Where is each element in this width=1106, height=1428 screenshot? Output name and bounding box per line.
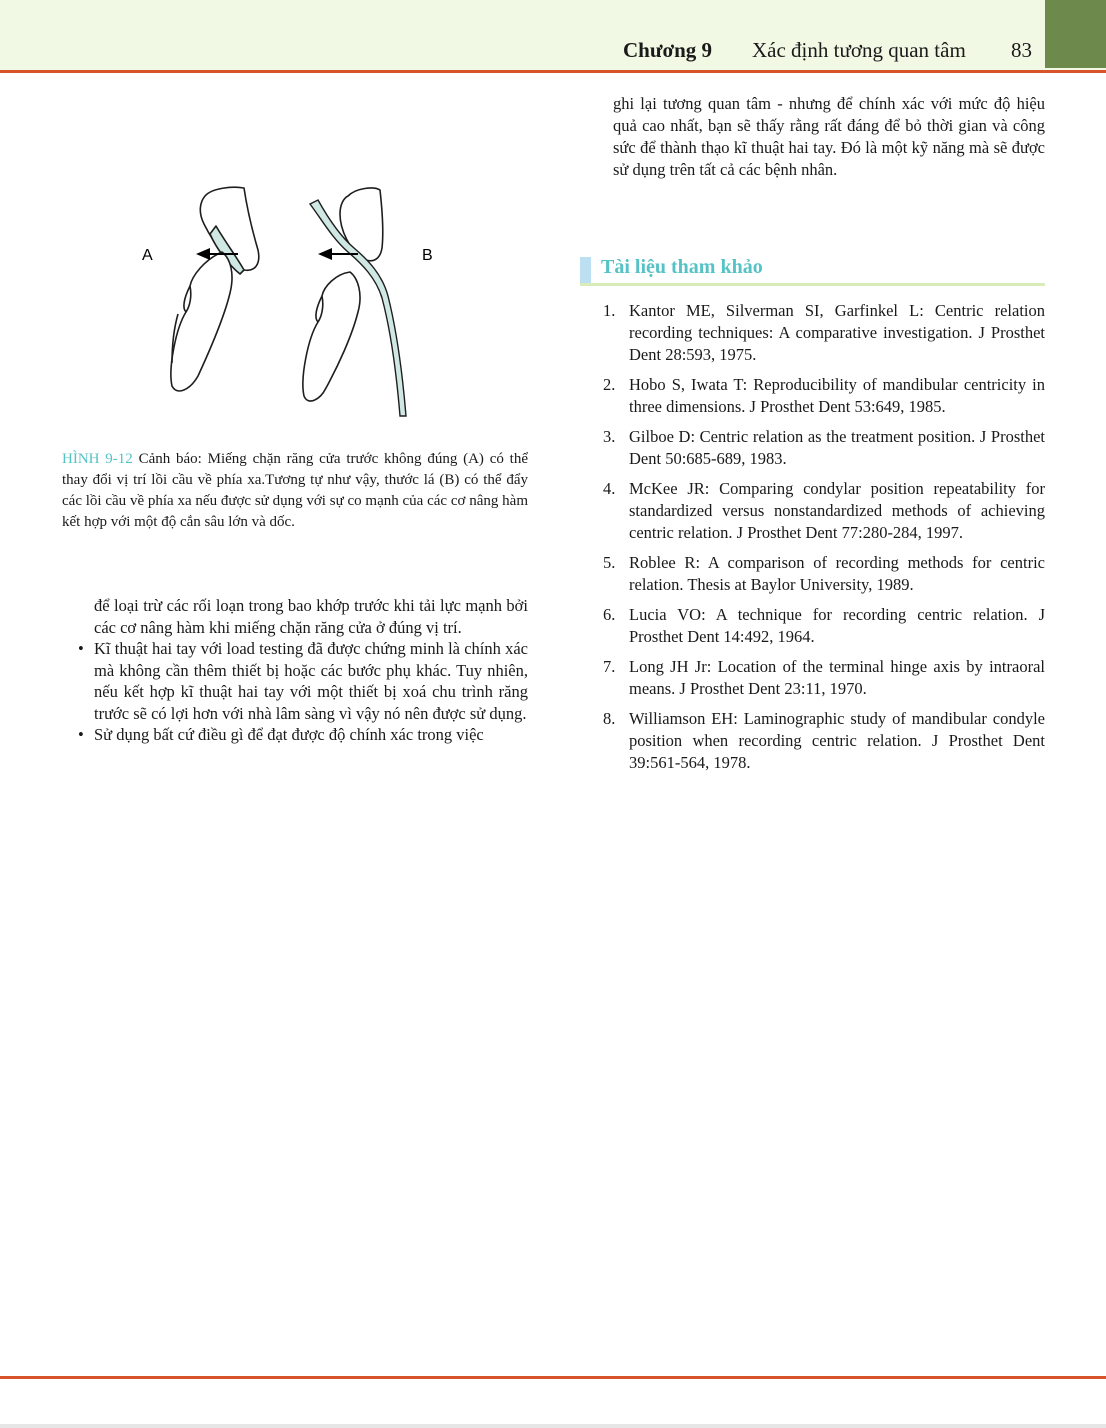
- heading-accent-bar: [580, 257, 591, 283]
- reference-number: 3.: [603, 427, 616, 446]
- reference-text: Gilboe D: Centric relation as the treatment position. J Prosthet Dent 50:685-689, 1983.: [629, 427, 1045, 468]
- list-item: [603, 300, 1045, 366]
- list-item: [603, 478, 1045, 544]
- page-number: 83: [1011, 38, 1032, 62]
- reference-number: 5.: [603, 553, 616, 572]
- list-item: • Kĩ thuật hai tay với load testing đã được chứng minh là chính xác mà không cần thêm thiết bị hoặc các bước phụ khác. Tuy nhiên, nếu kết hợp kĩ thuật hai tay với một thiết bị xoá chu trình răng trước sẽ có lợi hơn với nhà lâm sàng vì vậy nó nên được sử dụng.: [76, 638, 528, 724]
- figure-9-12: [120, 178, 450, 428]
- list-item: • Sử dụng bất cứ điều gì để đạt được độ chính xác trong việc: [76, 724, 528, 746]
- list-item: [603, 708, 1045, 774]
- references-heading: [580, 256, 1045, 286]
- header-rule: [0, 70, 1106, 73]
- figure-caption-label: HÌNH 9-12: [62, 451, 133, 467]
- reference-text: Hobo S, Iwata T: Reproducibility of mandibular centricity in three dimensions. J Prosthet Dent 53:649, 1985.: [629, 375, 1045, 416]
- continuation-paragraph: để loại trừ các rối loạn trong bao khớp trước khi tải lực mạnh bởi các cơ nâng hàm khi miếng chặn răng cửa ở đúng vị trí.: [94, 596, 528, 637]
- reference-text: McKee JR: Comparing condylar position repeatability for standardized versus nonstandardized methods of achieving centric relation. J Prosthet Dent 77:280-284, 1997.: [629, 479, 1045, 542]
- teeth-drawing-b: [303, 188, 383, 401]
- running-head: [0, 38, 1106, 66]
- reference-text: Roblee R: A comparison of recording methods for centric relation. Thesis at Baylor University, 1989.: [629, 553, 1045, 594]
- figure-label-a: A: [142, 247, 153, 264]
- list-item: [603, 656, 1045, 700]
- reference-number: 1.: [603, 301, 616, 320]
- reference-text: Kantor ME, Silverman SI, Garfinkel L: Centric relation recording techniques: A comparative investigation. J Prosthet Dent 28:593, 1975.: [629, 301, 1045, 364]
- figure-caption: [62, 449, 528, 533]
- chapter-number: Chương 9: [623, 38, 713, 62]
- list-item: [603, 552, 1045, 596]
- reference-text: Lucia VO: A technique for recording centric relation. J Prosthet Dent 14:492, 1964.: [629, 605, 1045, 646]
- list-item: [603, 374, 1045, 418]
- reference-number: 8.: [603, 709, 616, 728]
- references-title: Tài liệu tham khảo: [601, 256, 763, 278]
- reference-text: Long JH Jr: Location of the terminal hinge axis by intraoral means. J Prosthet Dent 23:11, 1970.: [629, 657, 1045, 698]
- teeth-drawing-a: [171, 187, 259, 391]
- left-body-text: [76, 595, 528, 746]
- reference-number: 7.: [603, 657, 616, 676]
- reference-number: 6.: [603, 605, 616, 624]
- chapter-title: Xác định tương quan tâm: [752, 38, 966, 62]
- list-item: [603, 604, 1045, 648]
- reference-text: Williamson EH: Laminographic study of mandibular condyle position when recording centric relation. J Prosthet Dent 39:561-564, 1978.: [629, 709, 1045, 772]
- reference-number: 2.: [603, 375, 616, 394]
- intro-paragraph: ghi lại tương quan tâm - nhưng để chính xác với mức độ hiệu quả cao nhất, bạn sẽ thấy rằng rất đáng để bỏ thời gian và công sức để thành thạo kĩ thuật hai tay. Đó là một kỹ năng mà sẽ được sử dụng trên tất cả các bệnh nhân.: [613, 94, 1045, 179]
- bullet-list: [76, 638, 528, 746]
- figure-label-b: B: [422, 247, 433, 264]
- bottom-strip: [0, 1424, 1106, 1428]
- list-item: [603, 426, 1045, 470]
- reference-number: 4.: [603, 479, 616, 498]
- footer-rule: [0, 1376, 1106, 1379]
- figure-caption-text: Cảnh báo: Miếng chặn răng cửa trước không đúng (A) có thể thay đổi vị trí lồi cầu về phía xa.Tương tự như vậy, thước lá (B) có thể đẩy các lồi cầu về phía xa nếu được sử dụng với sự co mạnh của các cơ nâng hàm kết hợp với một độ cắn sâu lớn và dốc.: [62, 451, 528, 530]
- reference-list: [603, 300, 1045, 782]
